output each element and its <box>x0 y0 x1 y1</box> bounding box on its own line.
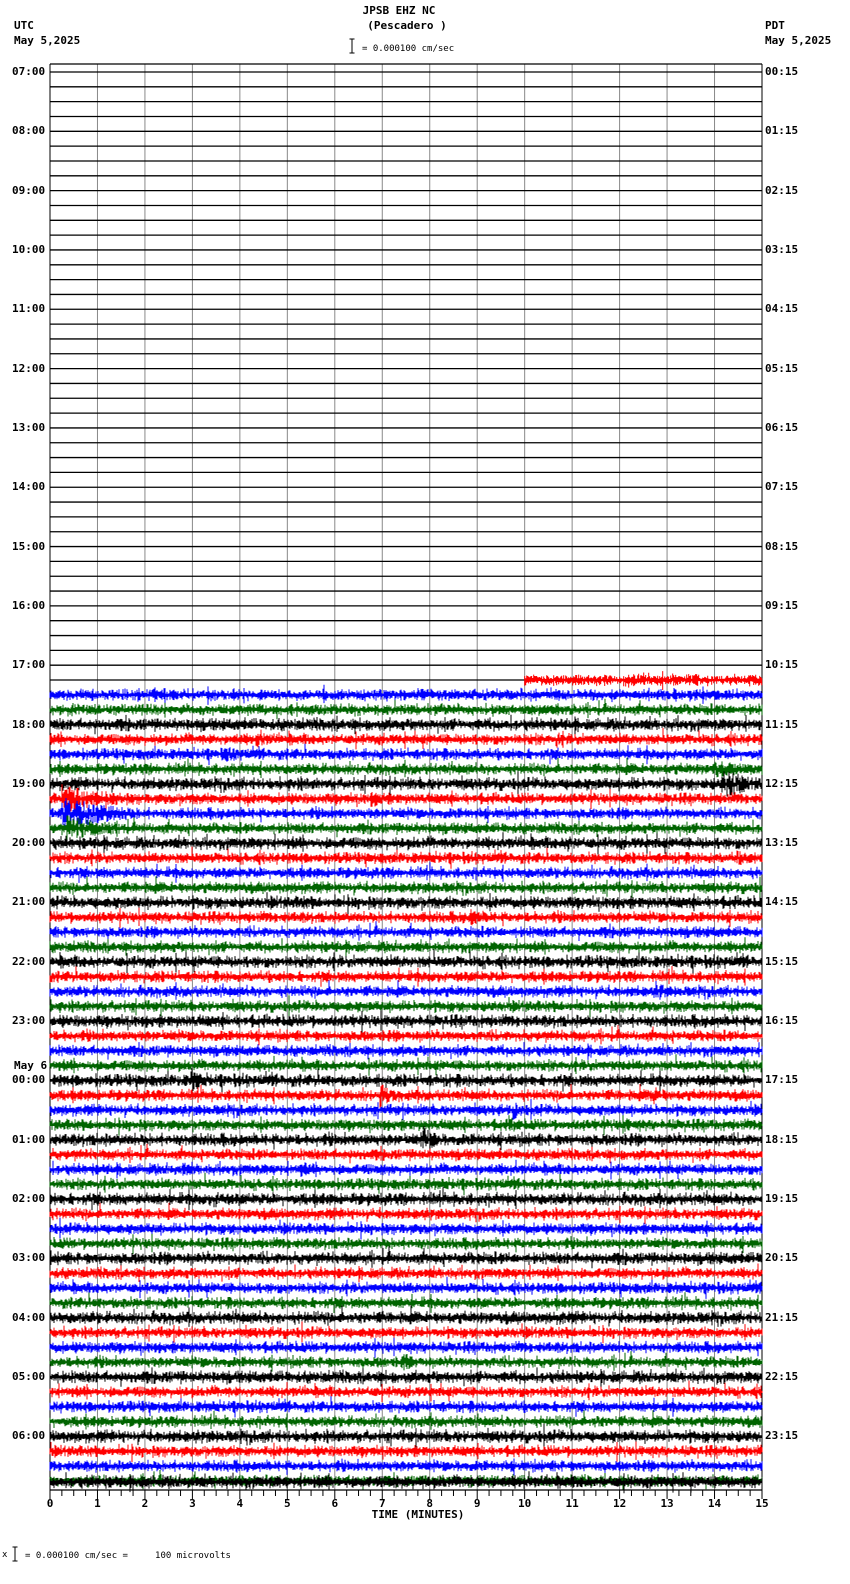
utc-hour-label: 03:00 <box>12 1251 46 1265</box>
utc-hour-label: 02:00 <box>12 1192 46 1206</box>
seismic-trace <box>50 816 762 840</box>
seismic-trace <box>50 1246 762 1268</box>
utc-hour-label: 16:00 <box>12 598 46 612</box>
utc-hour-label: 05:00 <box>12 1370 46 1384</box>
seismic-trace <box>50 1160 762 1180</box>
x-tick-label: 6 <box>331 1497 339 1510</box>
utc-hour-label: 04:00 <box>12 1310 46 1324</box>
seismic-trace <box>50 980 762 1000</box>
seismic-trace <box>50 1099 762 1120</box>
utc-hour-label: 21:00 <box>12 895 46 909</box>
utc-hour-label: 22:00 <box>12 954 46 968</box>
seismic-trace <box>50 1203 762 1224</box>
pdt-hour-label: 10:15 <box>765 658 799 672</box>
utc-hour-label: 23:00 <box>12 1014 46 1028</box>
seismic-trace <box>50 1322 762 1344</box>
pdt-hour-label: 13:15 <box>765 836 799 850</box>
right-timezone: PDT <box>765 19 785 32</box>
x-tick-label: 1 <box>94 1497 101 1510</box>
seismic-trace <box>50 1424 762 1448</box>
x-tick-label: 9 <box>473 1497 481 1510</box>
pdt-hour-label: 05:15 <box>765 361 799 375</box>
seismic-trace <box>50 1381 762 1403</box>
seismic-trace <box>50 1396 762 1417</box>
pdt-hour-label: 14:15 <box>765 895 799 909</box>
pdt-hour-label: 02:15 <box>765 183 799 197</box>
pdt-hour-label: 01:15 <box>765 124 799 138</box>
utc-hour-label: 11:00 <box>12 302 46 316</box>
seismic-trace <box>50 832 762 854</box>
footer-scale-prefix: х <box>2 1550 8 1560</box>
seismic-trace <box>50 862 762 883</box>
seismic-trace <box>50 921 762 941</box>
seismic-trace <box>50 1144 762 1164</box>
seismic-trace <box>50 949 762 974</box>
seismic-trace <box>50 892 762 914</box>
x-tick-label: 2 <box>141 1497 149 1510</box>
seismic-trace <box>50 758 762 778</box>
seismic-trace <box>50 1277 762 1299</box>
footer-scale-text: = 0.000100 cm/sec = 100 microvolts <box>25 1551 231 1561</box>
seismic-trace <box>50 1442 762 1463</box>
pdt-hour-label: 03:15 <box>765 242 799 256</box>
utc-hour-label: 08:00 <box>12 124 46 138</box>
footer-scale-bar-icon <box>12 1546 18 1562</box>
x-axis-label: TIME (MINUTES) <box>371 1508 465 1521</box>
seismic-trace <box>50 1187 762 1210</box>
seismic-trace <box>50 699 762 719</box>
pdt-hour-label: 21:15 <box>765 1310 799 1324</box>
seismic-trace <box>50 784 762 812</box>
utc-hour-label: 10:00 <box>12 242 46 256</box>
utc-hour-label: 18:00 <box>12 717 46 731</box>
pdt-hour-label: 22:15 <box>765 1370 799 1384</box>
pdt-hour-label: 11:15 <box>765 717 799 731</box>
x-tick-label: 13 <box>660 1497 674 1510</box>
x-tick-label: 7 <box>378 1497 386 1510</box>
pdt-hour-label: 17:15 <box>765 1073 799 1087</box>
seismic-trace <box>50 728 762 750</box>
seismic-trace <box>50 771 762 796</box>
seismic-trace <box>50 1084 762 1108</box>
pdt-hour-label: 09:15 <box>765 598 799 612</box>
x-tick-label: 4 <box>236 1497 244 1510</box>
seismic-trace <box>50 876 762 897</box>
utc-hour-label: 17:00 <box>12 658 46 672</box>
station-location: (Pescadero ) <box>367 19 447 32</box>
seismic-trace <box>50 1068 762 1092</box>
utc-hour-label: 06:00 <box>12 1429 46 1443</box>
seismic-trace <box>50 1115 762 1136</box>
pdt-hour-label: 18:15 <box>765 1132 799 1146</box>
left-timezone: UTC <box>14 19 34 32</box>
seismic-trace <box>50 1367 762 1387</box>
seismic-trace <box>50 685 762 705</box>
pdt-hour-label: 23:15 <box>765 1429 799 1443</box>
seismic-trace <box>50 1054 762 1076</box>
pdt-hour-label: 20:15 <box>765 1251 799 1265</box>
seismic-trace <box>50 1234 762 1254</box>
left-date: May 5,2025 <box>14 34 81 47</box>
seismic-trace <box>50 1264 762 1283</box>
utc-hour-label: 09:00 <box>12 183 46 197</box>
pdt-hour-label: 07:15 <box>765 480 799 494</box>
utc-hour-label: 15:00 <box>12 539 46 553</box>
seismic-trace <box>50 1042 762 1060</box>
pdt-hour-label: 06:15 <box>765 420 799 434</box>
date-change-label: May 6 <box>14 1059 48 1073</box>
seismic-trace <box>50 1218 762 1240</box>
utc-hour-label: 00:00 <box>12 1073 46 1087</box>
x-tick-label: 8 <box>426 1497 434 1510</box>
seismic-trace <box>50 937 762 956</box>
right-date: May 5,2025 <box>765 34 832 47</box>
utc-hour-label: 20:00 <box>12 836 46 850</box>
seismic-trace <box>525 671 762 690</box>
scale-text: = 0.000100 cm/sec <box>362 44 455 54</box>
x-tick-label: 11 <box>565 1497 579 1510</box>
seismic-trace <box>50 744 762 765</box>
utc-hour-label: 19:00 <box>12 776 46 790</box>
seismic-trace <box>50 966 762 987</box>
x-tick-label: 12 <box>612 1497 627 1510</box>
pdt-hour-label: 12:15 <box>765 776 799 790</box>
pdt-hour-label: 04:15 <box>765 302 799 316</box>
seismic-trace <box>50 908 762 928</box>
seismic-trace <box>50 1173 762 1195</box>
utc-hour-label: 13:00 <box>12 420 46 434</box>
seismic-trace <box>50 1351 762 1371</box>
x-tick-label: 15 <box>755 1497 769 1510</box>
pdt-hour-label: 15:15 <box>765 954 799 968</box>
x-tick-label: 3 <box>189 1497 196 1510</box>
pdt-hour-label: 08:15 <box>765 539 799 553</box>
utc-hour-label: 12:00 <box>12 361 46 375</box>
station-title: JPSB EHZ NC <box>362 4 436 17</box>
seismic-trace <box>50 1292 762 1313</box>
seismic-trace <box>50 1010 762 1032</box>
x-tick-label: 5 <box>284 1497 291 1510</box>
x-tick-label: 0 <box>46 1497 54 1510</box>
utc-hour-label: 07:00 <box>12 65 46 78</box>
seismic-trace <box>50 715 762 735</box>
x-tick-label: 14 <box>707 1497 722 1510</box>
pdt-hour-label: 00:15 <box>765 65 799 78</box>
utc-hour-label: 01:00 <box>12 1132 46 1146</box>
seismic-trace <box>50 1025 762 1045</box>
pdt-hour-label: 16:15 <box>765 1014 799 1028</box>
seismic-trace <box>50 1410 762 1430</box>
pdt-hour-label: 19:15 <box>765 1192 799 1206</box>
seismic-trace <box>50 1459 762 1476</box>
utc-hour-label: 14:00 <box>12 480 46 494</box>
seismic-trace <box>50 1126 762 1150</box>
x-tick-label: 10 <box>518 1497 532 1510</box>
